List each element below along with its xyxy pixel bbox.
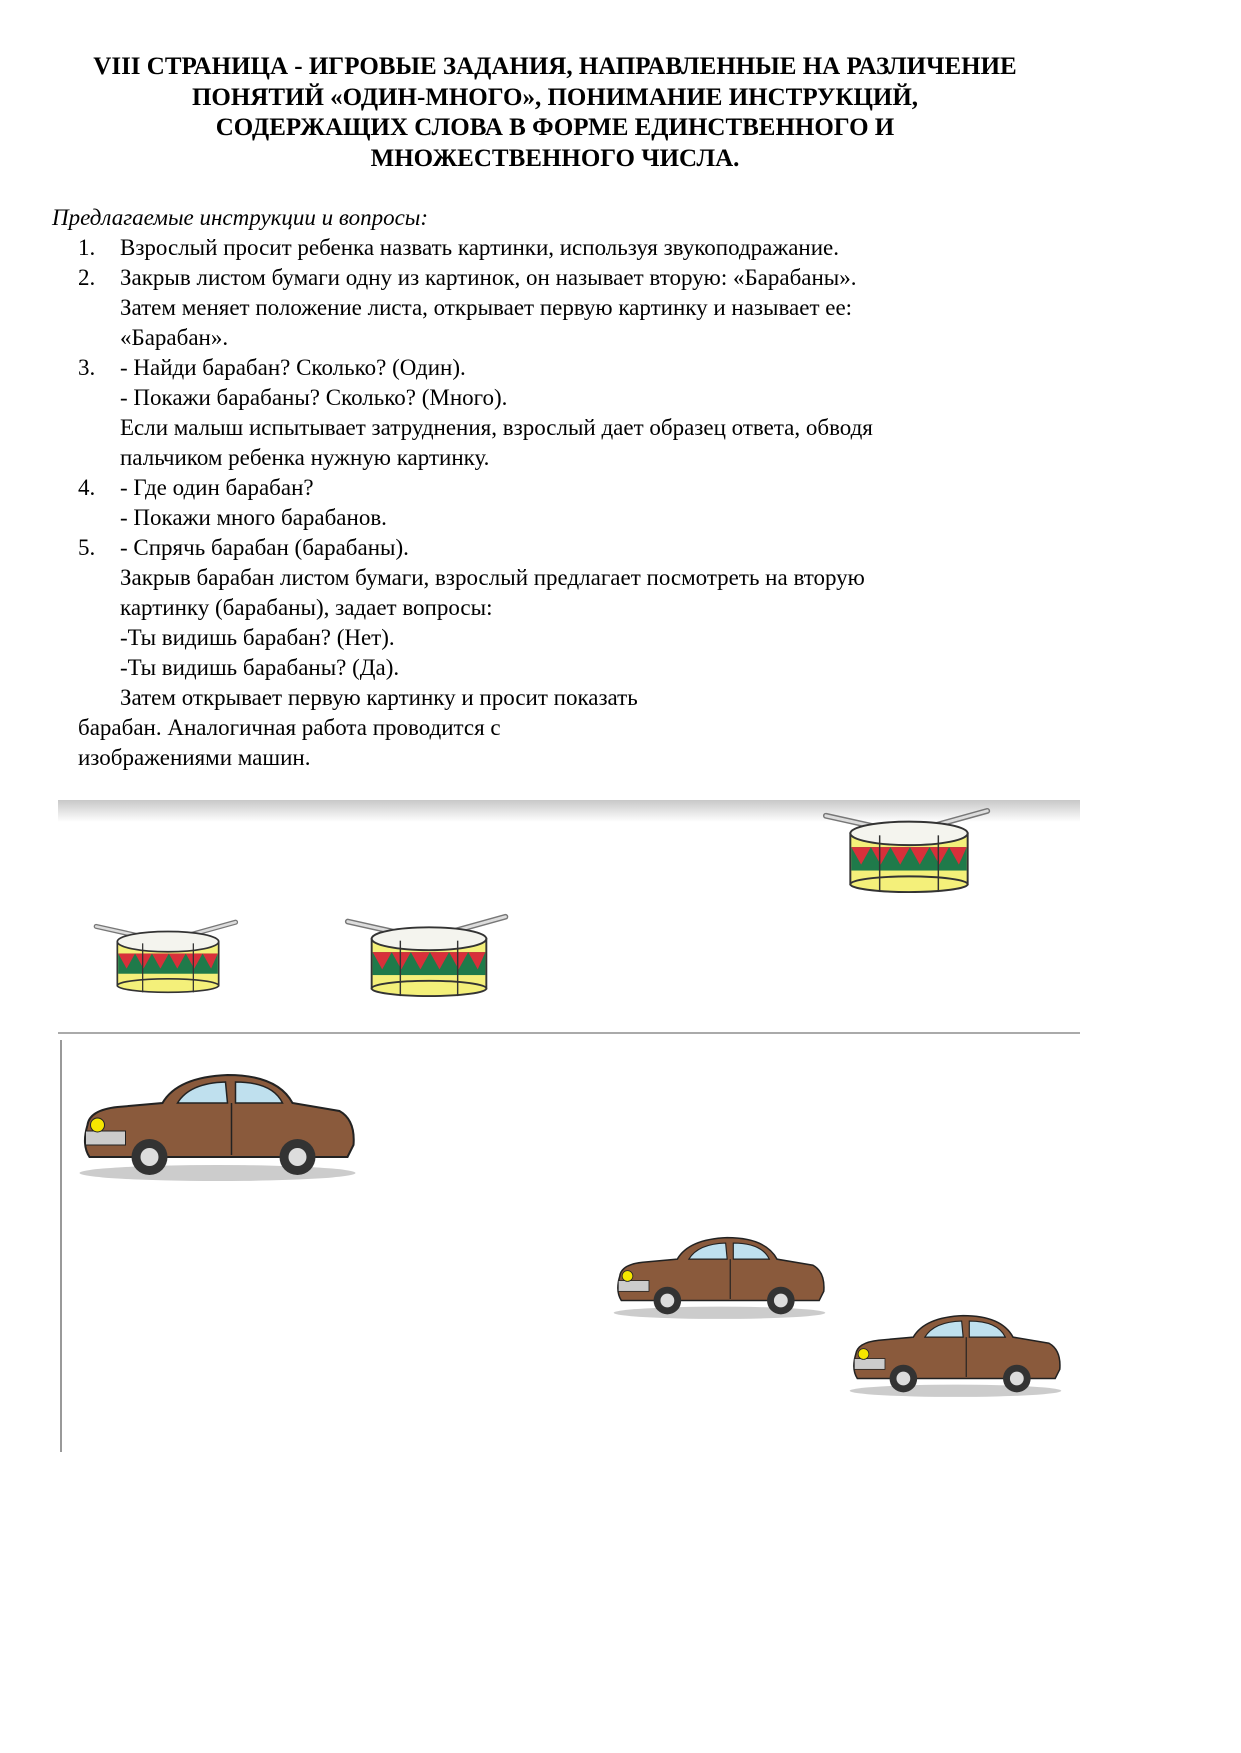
title-line: СОДЕРЖАЩИХ СЛОВА В ФОРМЕ ЕДИНСТВЕННОГО И xyxy=(215,114,895,141)
instruction-line: Затем меняет положение листа, открывает первую картинку и называет ее: xyxy=(120,295,853,320)
car-panel-left-edge xyxy=(60,1040,62,1452)
page-title xyxy=(0,52,1110,174)
item-number: 1. xyxy=(78,235,96,260)
item-number: 3. xyxy=(78,355,96,380)
car-image xyxy=(612,1230,827,1322)
instruction-line: -Ты видишь барабан? (Нет). xyxy=(120,625,395,650)
instruction-line: Затем открывает первую картинку и просит показать xyxy=(120,685,638,710)
title-line: VIII СТРАНИЦА - ИГРОВЫЕ ЗАДАНИЯ, НАПРАВЛЕННЫЕ НА РАЗЛИЧЕНИЕ xyxy=(93,53,1017,80)
instruction-line: Закрыв барабан листом бумаги, взрослый предлагает посмотреть на вторую xyxy=(120,565,865,590)
instruction-line: Если малыш испытывает затруднения, взрослый дает образец ответа, обводя xyxy=(120,415,873,440)
instruction-line: картинку (барабаны), задает вопросы: xyxy=(120,595,493,620)
instruction-line: пальчиком ребенка нужную картинку. xyxy=(120,445,490,470)
instruction-line: - Найди барабан? Сколько? (Один). xyxy=(120,355,466,380)
instruction-line: Взрослый просит ребенка назвать картинки, используя звукоподражание. xyxy=(120,235,839,260)
instruction-line: - Спрячь барабан (барабаны). xyxy=(120,535,409,560)
instruction-line: изображениями машин. xyxy=(78,745,311,770)
instruction-line: «Барабан». xyxy=(120,325,229,350)
panel-divider xyxy=(58,1032,1080,1034)
item-number: 2. xyxy=(78,265,96,290)
instruction-line: - Где один барабан? xyxy=(120,475,314,500)
instruction-line: Закрыв листом бумаги одну из картинок, он называет вторую: «Барабаны». xyxy=(120,265,857,290)
drum-image xyxy=(92,915,244,997)
instructions-heading: Предлагаемые инструкции и вопросы: xyxy=(52,205,429,230)
item-number: 4. xyxy=(78,475,96,500)
car-image xyxy=(70,1065,365,1185)
instruction-line: -Ты видишь барабаны? (Да). xyxy=(120,655,400,680)
title-line: ПОНЯТИЙ «ОДИН-МНОГО», ПОНИМАНИЕ ИНСТРУКЦИЙ, xyxy=(191,83,919,111)
car-image xyxy=(848,1308,1063,1400)
instruction-line: барабан. Аналогичная работа проводится с xyxy=(78,715,501,740)
instruction-line: - Покажи барабаны? Сколько? (Много). xyxy=(120,385,508,410)
instruction-line: - Покажи много барабанов. xyxy=(120,505,387,530)
title-line: МНОЖЕСТВЕННОГО ЧИСЛА. xyxy=(370,144,740,172)
item-number: 5. xyxy=(78,535,96,560)
drum-image xyxy=(820,806,998,894)
drum-image xyxy=(340,912,518,998)
